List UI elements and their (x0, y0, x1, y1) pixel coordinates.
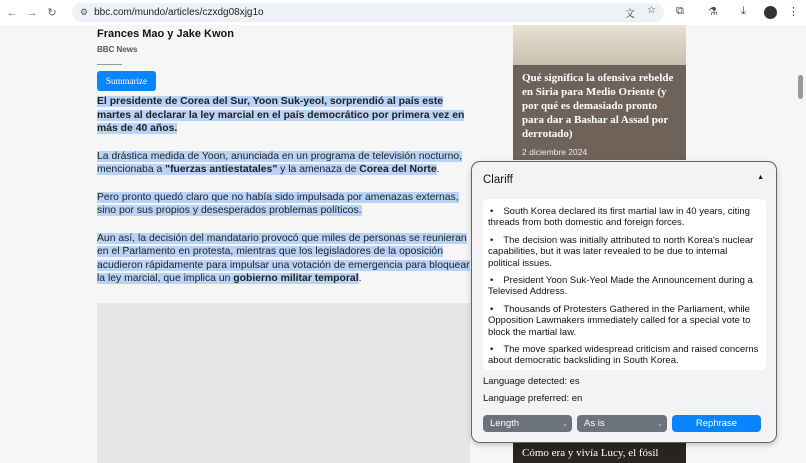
card-image (513, 25, 686, 65)
reload-icon[interactable]: ↻ (47, 7, 57, 19)
site-info-icon[interactable]: ⚙ (80, 7, 89, 17)
collapse-caret-icon[interactable]: ▲ (757, 174, 764, 181)
language-preferred: Language preferred: en (483, 393, 583, 404)
url-text[interactable]: bbc.com/mundo/articles/czxdg08xjg1o (94, 7, 264, 18)
chevron-down-icon: ⌄ (657, 420, 663, 428)
summary-item: • The move sparked widespread criticism and raised concerns about democratic backsliding in South Korea. (488, 344, 761, 367)
paragraph-2: La drástica medida de Yoon, anunciada en un programa de televisión nocturno, mencionaba a "fuerzas antiestatales" y la amenaza de Corea del Norte. (97, 150, 463, 175)
translate-icon[interactable]: 文 (625, 9, 636, 20)
media-placeholder (97, 303, 470, 463)
address-bar[interactable] (72, 3, 664, 22)
summary-list (483, 199, 766, 370)
paragraph-4: Aun así, la decisión del mandatario provocó que miles de personas se reunieran en el Parlamento en protesta, mientras que los legisladores de la oposición acudieron rápidamente para impulsar una votación de emergencia para bloquear la ley marcial, que implica un gobierno militar temporal. (97, 232, 470, 284)
article-author: Frances Mao y Jake Kwon (97, 28, 234, 40)
scrollbar-thumb[interactable] (798, 75, 803, 99)
article-body (97, 95, 472, 300)
clariff-panel (471, 161, 777, 443)
summary-item: • President Yoon Suk-Yeol Made the Announcement during a Televised Address. (488, 275, 761, 298)
card-title[interactable]: Cómo era y vivía Lucy, el fósil (522, 447, 659, 459)
download-icon[interactable]: ⤓ (741, 5, 746, 17)
bookmark-star-icon[interactable]: ☆ (647, 5, 656, 16)
related-article-card[interactable] (513, 443, 686, 463)
paragraph-3: Pero pronto quedó claro que no había sido impulsada por amenazas externas, sino por sus propios y desesperados problemas políticos. (97, 191, 459, 216)
rephrase-button[interactable]: Rephrase (672, 415, 761, 432)
divider (97, 64, 122, 65)
labs-flask-icon[interactable]: ⚗ (708, 6, 718, 18)
summary-item: • The decision was initially attributed to north Korea's nuclear capabilities, but it was later revealed to be due to internal political issues. (488, 235, 761, 269)
language-detected: Language detected: es (483, 376, 580, 387)
tone-select[interactable]: As is ⌄ (577, 415, 667, 432)
card-date: 2 diciembre 2024 (522, 147, 588, 157)
browser-toolbar (0, 0, 806, 25)
extensions-icon[interactable]: ⧉ (676, 5, 684, 17)
profile-avatar[interactable] (764, 6, 777, 19)
panel-title: Clariff (483, 174, 513, 186)
summarize-button[interactable]: Summarize (97, 71, 156, 91)
back-icon[interactable]: ← (6, 6, 18, 19)
menu-kebab-icon[interactable]: ⋮ (788, 6, 799, 18)
summary-item: • South Korea declared its first martial law in 40 years, citing threads from both domestic and foreign forces. (488, 206, 761, 229)
length-select[interactable]: Length ⌄ (483, 415, 572, 432)
paragraph-1: El presidente de Corea del Sur, Yoon Suk-yeol, sorprendió al país este martes al declarar la ley marcial en el país democrático por primera vez en más de 40 años. (97, 96, 465, 134)
related-article-card[interactable] (513, 25, 686, 160)
summary-item: • Thousands of Protesters Gathered in the Parliament, while Opposition Lawmakers immediately called for a special vote to block the martial law. (488, 304, 761, 338)
article-org: BBC News (97, 45, 138, 54)
card-title[interactable]: Qué significa la ofensiva rebelde en Siria para Medio Oriente (y por qué es demasiado pronto para dar a Bashar al Assad por derrotado) (522, 72, 674, 140)
chevron-down-icon: ⌄ (562, 420, 568, 428)
forward-icon[interactable]: → (26, 6, 38, 19)
